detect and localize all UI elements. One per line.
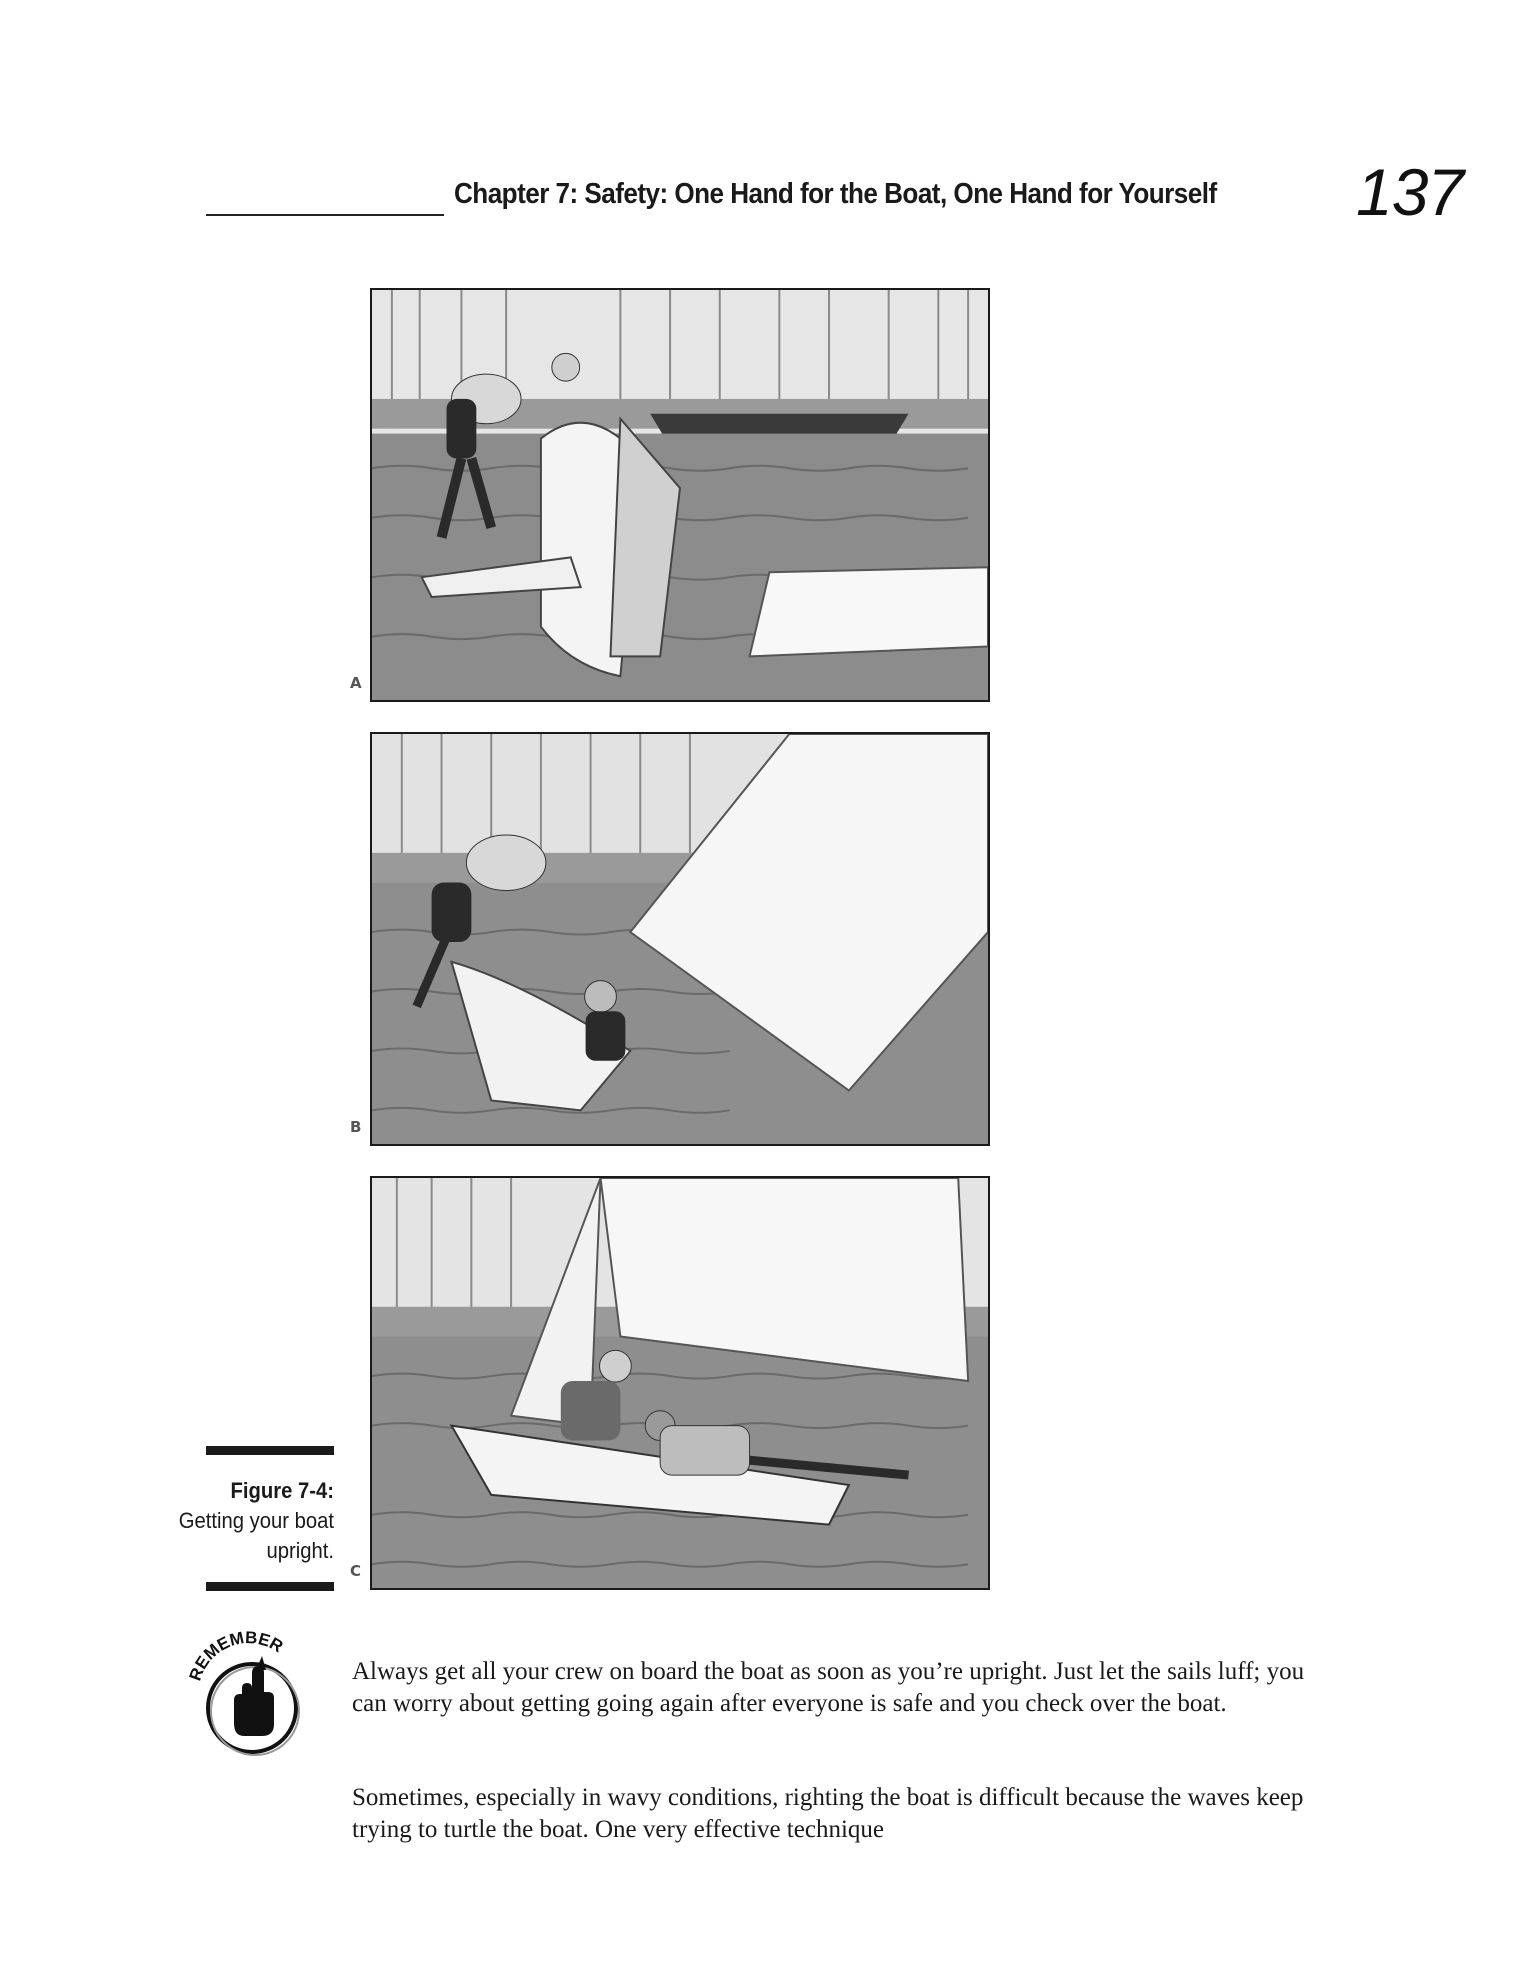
caption-bar-top [206, 1446, 334, 1455]
panel-label-a: A [350, 674, 362, 692]
figure-label: Figure 7-4: [230, 1478, 334, 1503]
caption-bar-bottom [206, 1582, 334, 1591]
figure-photo-a [370, 288, 990, 702]
chapter-title: Chapter 7: Safety: One Hand for the Boat, One Hand for Yourself [454, 178, 1217, 210]
page-number: 137 [1356, 155, 1464, 229]
panel-label-c: C [350, 1562, 362, 1580]
header-rule [206, 214, 444, 216]
remember-finger-icon [182, 1628, 312, 1758]
body-paragraph-2: Sometimes, especially in wavy conditions, righting the boat is difficult because the waves keep trying to turtle the boat. One very effective technique [352, 1784, 1304, 1843]
figure-photo-c [370, 1176, 990, 1590]
body-paragraph-1: Always get all your crew on board the boat as soon as you’re upright. Just let the sails luff; you can worry about getting going again after everyone is safe and you check over the boat. [352, 1658, 1305, 1717]
remember-icon-text: REMEMBER [185, 1628, 287, 1684]
figure-caption [174, 1476, 334, 1566]
panel-label-b: B [350, 1118, 362, 1136]
figure-caption-text: Getting your boat upright. [178, 1508, 334, 1563]
figure-photo-b [370, 732, 990, 1146]
